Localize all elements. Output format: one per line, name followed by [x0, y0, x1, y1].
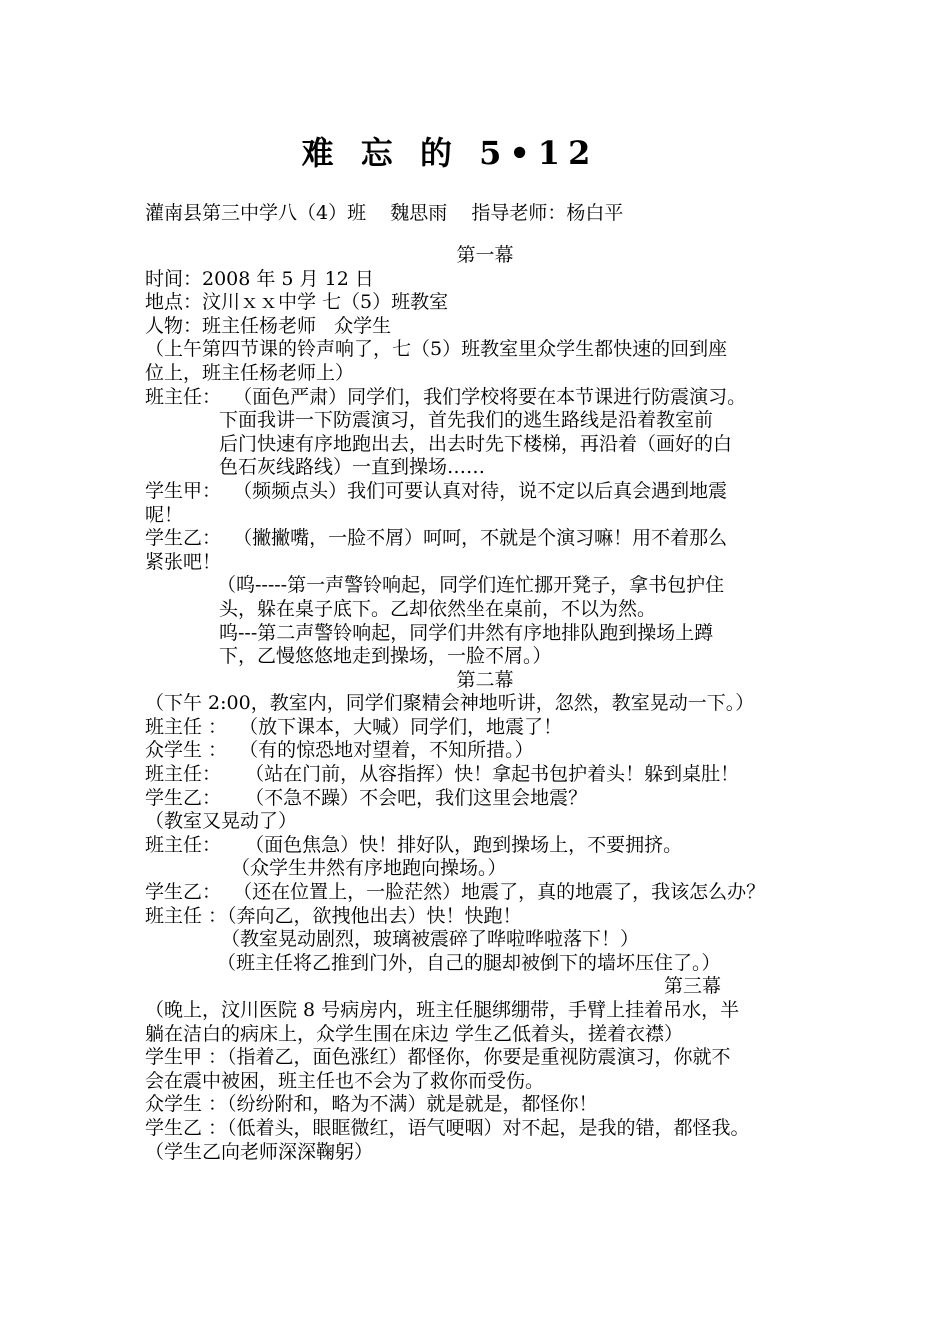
script-line: 学生甲： （频频点头）我们可要认真对待，说不定以后真会遇到地震	[145, 479, 728, 502]
script-line: （学生乙向老师深深鞠躬）	[145, 1140, 374, 1163]
script-line: 班主任 ： （放下课本，大喊）同学们，地震了！	[145, 715, 563, 738]
script-line: 班主任： （站在门前，从容指挥）快！拿起书包护着头！躲到桌肚！	[145, 763, 740, 786]
script-line: 呜---第二声警铃响起，同学们井然有序地排队跑到操场上蹲	[219, 621, 714, 644]
script-line: （上午第四节课的铃声响了，七（5）班教室里众学生都快速的回到座	[145, 338, 728, 361]
script-line: （呜-----第一声警铃响起，同学们连忙挪开凳子，拿书包护住	[217, 574, 725, 597]
act-heading: 第二幕	[456, 668, 514, 691]
script-body	[145, 244, 825, 1164]
script-line: 众学生 ：（纷纷附和，略为不满）就是就是，都怪你！	[145, 1093, 598, 1116]
script-line: 会在震中被困，班主任也不会为了救你而受伤。	[145, 1069, 545, 1092]
document-title: 难 忘 的 5•12	[301, 134, 599, 172]
author-byline: 灌南县第三中学八（4）班 魏思雨 指导老师：杨白平	[145, 202, 624, 224]
script-line: （晚上，汶川医院 8 号病房内，班主任腿绑绷带，手臂上挂着吊水，半	[145, 999, 740, 1021]
script-line: 后门快速有序地跑出去，出去时先下楼梯，再沿着（画好的白	[219, 432, 733, 455]
script-line: 学生乙： （不急不躁）不会吧，我们这里会地震？	[145, 786, 588, 809]
act-heading: 第一幕	[456, 244, 514, 266]
script-line: 学生乙 ：（低着头，眼眶微红，语气哽咽）对不起，是我的错，都怪我。	[145, 1116, 750, 1139]
script-line: 位上，班主任杨老师上）	[145, 361, 355, 384]
script-line: 呢！	[145, 503, 184, 526]
script-line: （下午 2:00，教室内，同学们聚精会神地听讲，忽然，教室晃动一下。）	[145, 692, 755, 715]
script-line: 躺在洁白的病床上，众学生围在床边 学生乙低着头，搓着衣襟）	[145, 1022, 684, 1045]
script-line: 班主任： （面色焦急）快！排好队，跑到操场上，不要拥挤。	[145, 833, 683, 856]
script-line: 色石灰线路线）一直到操场……	[219, 456, 486, 479]
script-line: 班主任： （面色严肃）同学们，我们学校将要在本节课进行防震演习。	[145, 385, 747, 408]
script-line: （教室又晃动了）	[145, 810, 298, 833]
script-line: 紧张吧！	[145, 550, 222, 573]
script-line: 时间：2008 年 5 月 12 日	[145, 267, 374, 290]
script-line: （教室晃动剧烈，玻璃被震碎了哗啦哗啦落下！）	[221, 928, 640, 951]
script-line: （众学生井然有序地跑向操场。）	[231, 857, 507, 880]
script-line: 学生乙： （还在位置上，一脸茫然）地震了，真的地震了，我该怎么办？	[145, 881, 766, 904]
script-line: 下面我讲一下防震演习，首先我们的逃生路线是沿着教室前	[219, 409, 714, 432]
script-line: 下，乙慢悠悠地走到操场，一脸不屑。）	[219, 645, 552, 668]
script-line: 班主任 ：（奔向乙，欲拽他出去）快！快跑！	[145, 904, 522, 927]
act-heading: 第三幕	[663, 975, 721, 998]
script-line: 学生甲 ：（指着乙，面色涨红）都怪你，你要是重视防震演习，你就不	[145, 1046, 731, 1069]
script-line: 学生乙： （撇撇嘴，一脸不屑）呵呵，不就是个演习嘛！用不着那么	[145, 527, 728, 550]
script-line: 人物：班主任杨老师 众学生	[145, 314, 392, 337]
script-line: 众学生 ： （有的惊恐地对望着，不知所措。）	[145, 739, 534, 762]
script-line: 头，躲在桌子底下。乙却依然坐在桌前，不以为然。	[219, 597, 657, 620]
script-line: （班主任将乙推到门外，自己的腿却被倒下的墙坏压住了。）	[217, 951, 721, 974]
script-line: 地点：汶川ｘｘ中学 七（5）班教室	[145, 291, 449, 314]
